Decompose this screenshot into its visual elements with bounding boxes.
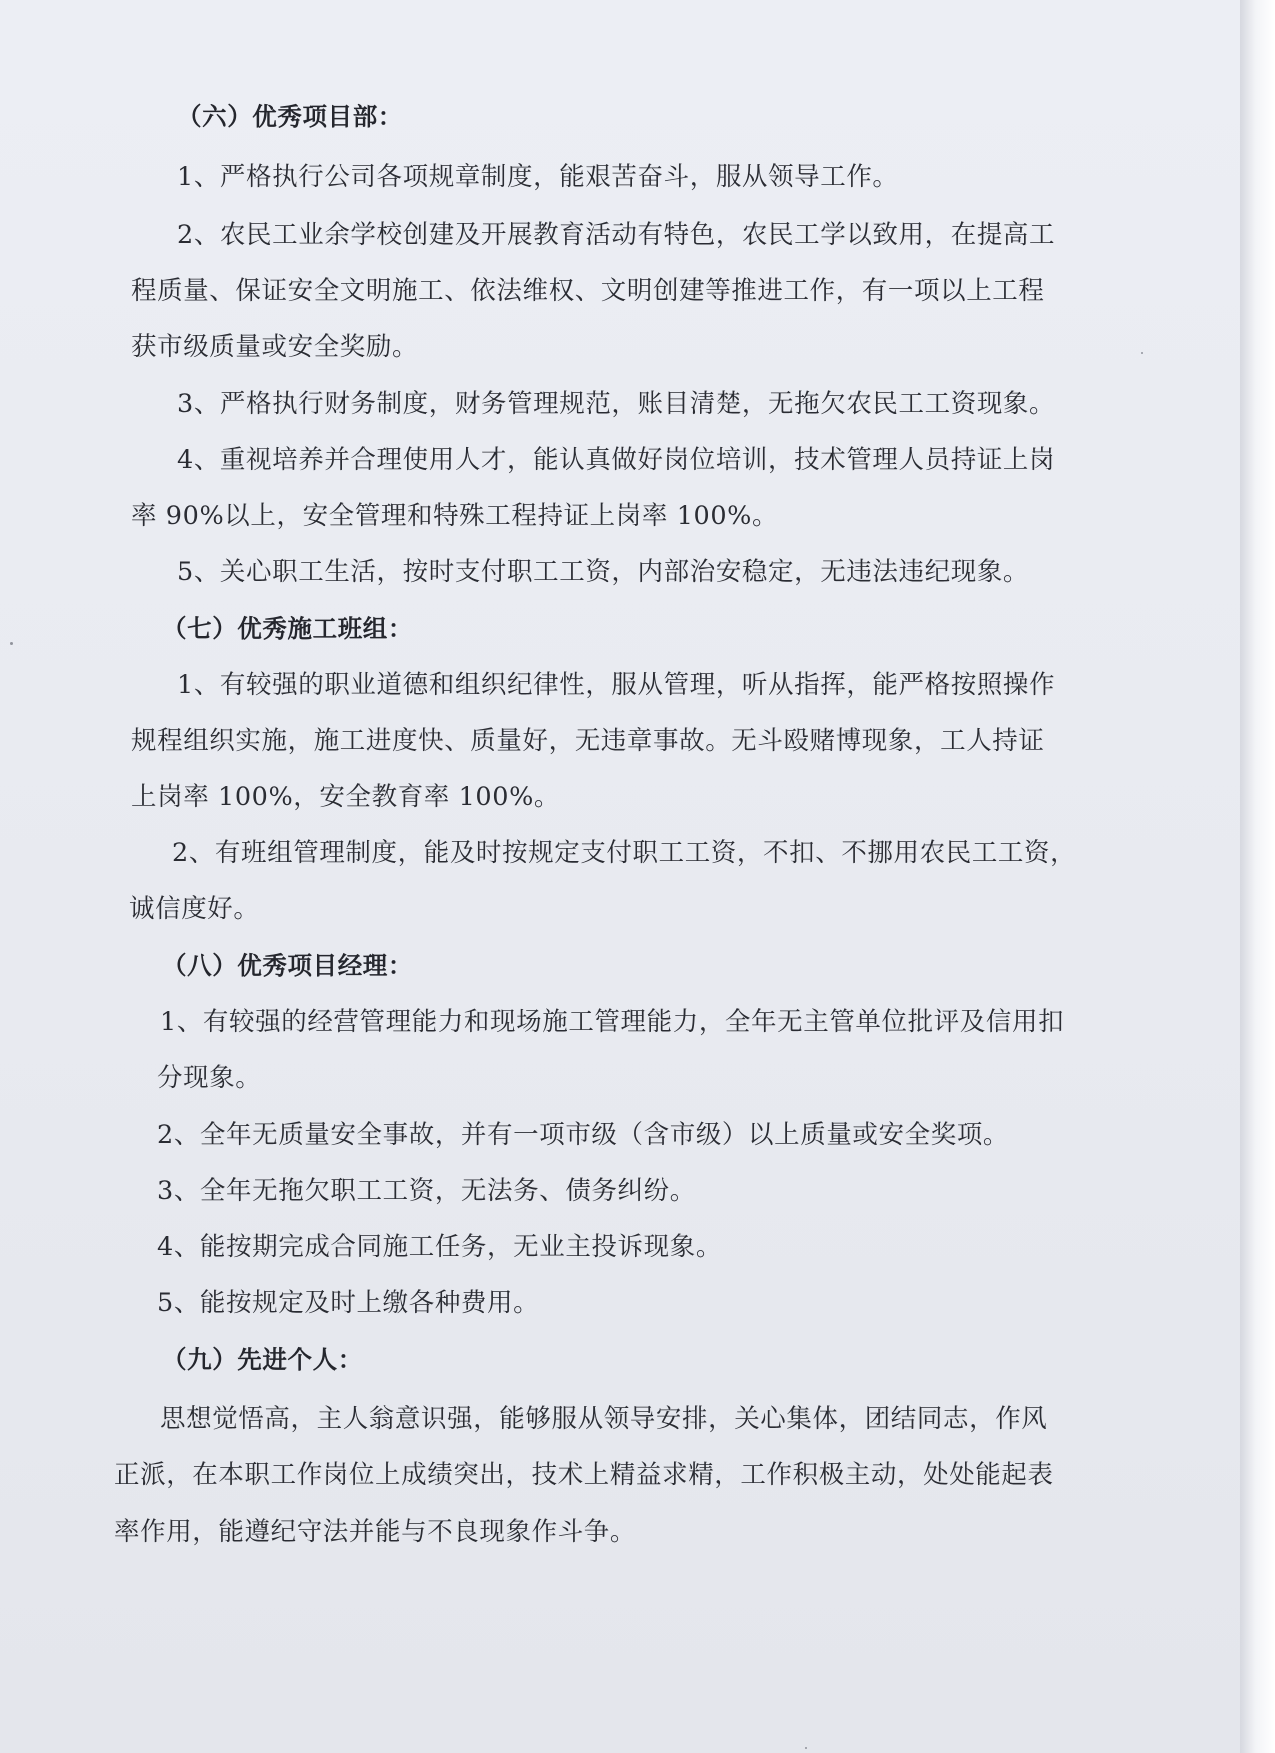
section-heading-excellent-project-manager: （八）优秀项目经理：	[162, 951, 413, 980]
paragraph-line: 上岗率 100%，安全教育率 100%。	[131, 782, 561, 812]
paragraph-line: 率 90%以上，安全管理和特殊工程持证上岗率 100%。	[131, 501, 779, 531]
paragraph-line: 诚信度好。	[129, 894, 260, 924]
paragraph-line: 2、全年无质量安全事故，并有一项市级（含市级）以上质量或安全奖项。	[157, 1120, 1010, 1150]
paragraph-line: 程质量、保证安全文明施工、依法维权、文明创建等推进工作，有一项以上工程	[131, 276, 1045, 306]
paragraph-line: 5、关心职工生活，按时支付职工工资，内部治安稳定，无违法违纪现象。	[177, 557, 1030, 587]
paragraph-line: 1、严格执行公司各项规章制度，能艰苦奋斗，服从领导工作。	[177, 162, 899, 192]
paragraph-line: 2、有班组管理制度，能及时按规定支付职工工资，不扣、不挪用农民工工资，	[172, 838, 1077, 868]
section-heading-excellent-construction-team: （七）优秀施工班组：	[162, 614, 413, 643]
paragraph-line: 4、能按期完成合同施工任务，无业主投诉现象。	[157, 1232, 722, 1262]
paragraph-line: 率作用，能遵纪守法并能与不良现象作斗争。	[114, 1517, 637, 1547]
paragraph-line: 3、严格执行财务制度，财务管理规范，账目清楚，无拖欠农民工工资现象。	[177, 389, 1056, 419]
scanner-bed-edge	[1240, 0, 1275, 1753]
paragraph-line: 1、有较强的职业道德和组织纪律性，服从管理，听从指挥，能严格按照操作	[177, 670, 1056, 700]
scan-speck	[1141, 352, 1143, 354]
paragraph-line: 思想觉悟高，主人翁意识强，能够服从领导安排，关心集体，团结同志，作风	[160, 1404, 1048, 1434]
scan-speck	[805, 1747, 807, 1749]
paragraph-line: 规程组织实施，施工进度快、质量好，无违章事故。无斗殴赌博现象，工人持证	[131, 726, 1045, 756]
paragraph-line: 正派，在本职工作岗位上成绩突出，技术上精益求精，工作积极主动，处处能起表	[114, 1460, 1054, 1490]
paragraph-line: 1、有较强的经营管理能力和现场施工管理能力，全年无主管单位批评及信用扣	[160, 1007, 1065, 1037]
paragraph-line: 2、农民工业余学校创建及开展教育活动有特色，农民工学以致用，在提高工	[177, 220, 1056, 250]
paragraph-line: 获市级质量或安全奖励。	[131, 332, 419, 362]
section-heading-excellent-project-department: （六）优秀项目部：	[177, 102, 403, 131]
paragraph-line: 3、全年无拖欠职工工资，无法务、债务纠纷。	[157, 1176, 696, 1206]
paragraph-line: 分现象。	[157, 1063, 262, 1093]
paragraph-line: 5、能按规定及时上缴各种费用。	[157, 1288, 540, 1318]
paragraph-line: 4、重视培养并合理使用人才，能认真做好岗位培训，技术管理人员持证上岗	[177, 445, 1056, 475]
section-heading-advanced-individual: （九）先进个人：	[162, 1345, 363, 1374]
scan-speck	[10, 642, 13, 645]
